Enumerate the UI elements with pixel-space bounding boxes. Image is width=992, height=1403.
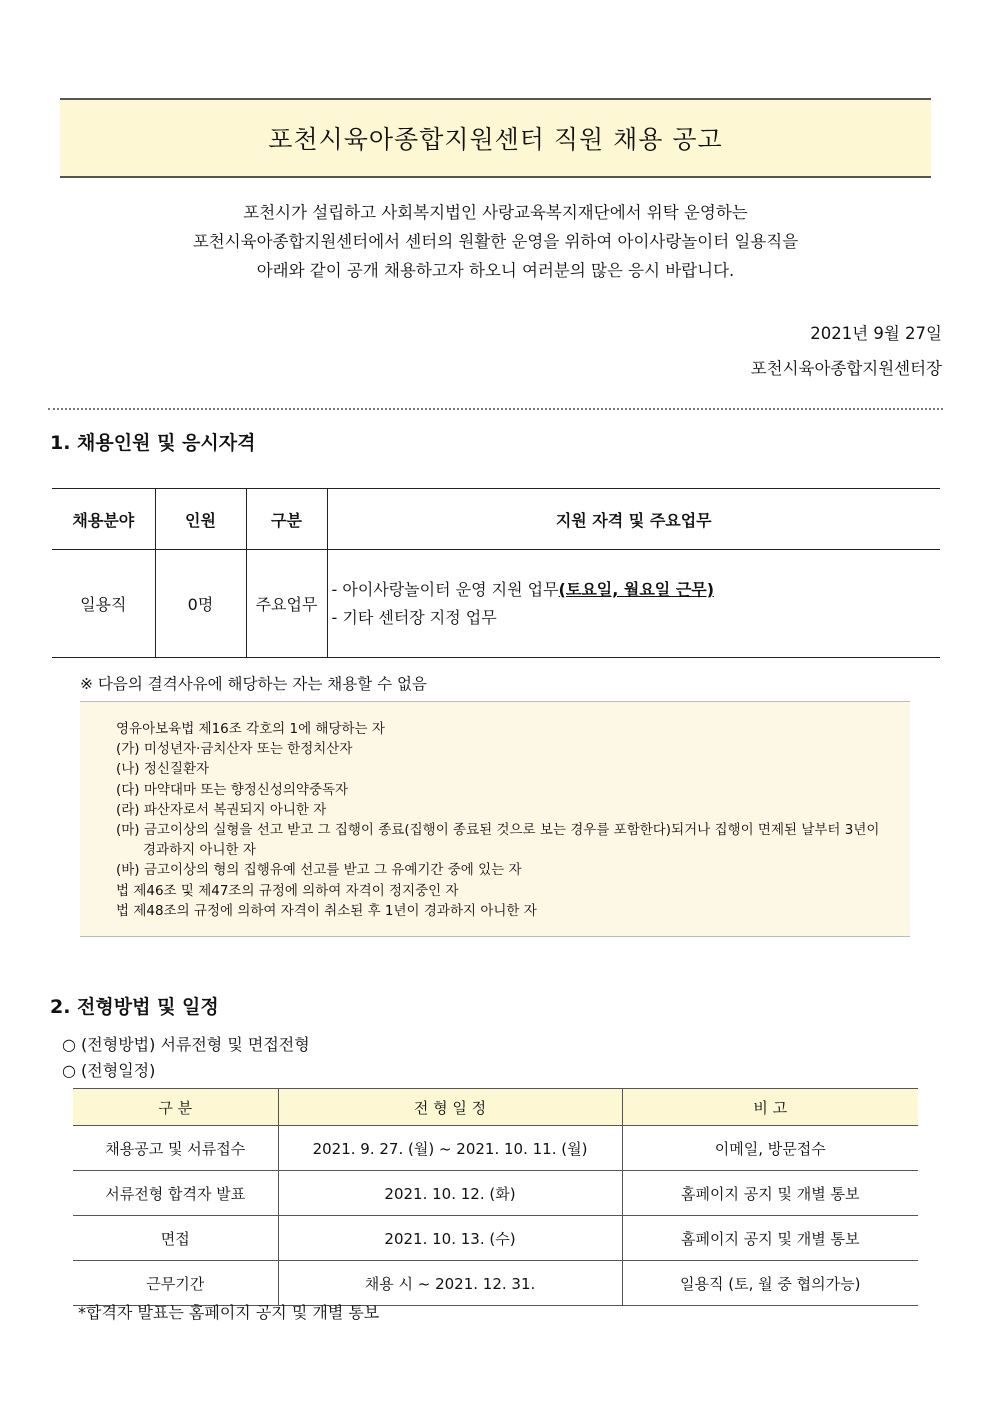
duty-line-2: - 기타 센터장 지정 업무 [331,607,497,627]
row-division: 근무기간 [73,1261,278,1306]
cell-category: 주요업무 [246,550,327,658]
selection-schedule-label: ○ (전형일정) [62,1061,156,1080]
disq-item: (바) 금고이상의 형의 집행유예 선고를 받고 그 유예기간 중에 있는 자 [116,862,522,879]
page-title: 포천시육아종합지원센터 직원 채용 공고 [60,98,931,178]
disqualification-box [80,701,910,937]
table-row [73,1171,918,1216]
intro-line: 포천시가 설립하고 사회복지법인 사랑교육복지재단에서 위탁 운영하는 [243,203,748,222]
cell-duties [327,550,940,658]
row-schedule: 2021. 10. 12. (화) [278,1171,622,1216]
disq-item: (라) 파산자로서 복권되지 아니한 자 [116,801,327,818]
disqualification-note: ※ 다음의 결격사유에 해당하는 자는 채용할 수 없음 [80,675,427,693]
header-count: 인원 [155,489,246,550]
row-division: 서류전형 합격자 발표 [73,1171,278,1216]
recruitment-table [52,488,940,658]
selection-method: ○ (전형방법) 서류전형 및 면접전형 [62,1035,310,1054]
header-division: 구 분 [73,1089,278,1126]
row-division: 면접 [73,1216,278,1261]
header-remarks: 비 고 [622,1089,918,1126]
cell-field: 일용직 [80,595,127,614]
duty-line-1 [332,576,940,604]
section1-title: 1. 채용인원 및 응시자격 [50,432,256,454]
intro-line: 아래와 같이 공개 채용하고자 하오니 여러분의 많은 응시 바랍니다. [256,261,735,280]
divider [48,408,943,410]
header-schedule: 전 형 일 정 [278,1089,622,1126]
header-category: 구분 [246,489,327,550]
row-remarks: 홈페이지 공지 및 개별 통보 [622,1216,918,1261]
intro-paragraph [60,198,931,285]
disq-item: (다) 마약대마 또는 향정신성의약중독자 [116,781,349,798]
cell-count: 0명 [155,550,246,658]
table-row [73,1216,918,1261]
disq-item: 영유아보육법 제16조 각호의 1에 해당하는 자 [116,721,385,737]
schedule-table [73,1088,918,1306]
header-field: 채용분야 [52,489,155,550]
row-remarks: 홈페이지 공지 및 개별 통보 [622,1171,918,1216]
table-row [73,1126,918,1171]
disq-item: (나) 정신질환자 [116,761,210,778]
duty-1-text: - 아이사랑놀이터 운영 지원 업무 [331,579,559,599]
row-remarks: 이메일, 방문접수 [622,1126,918,1171]
row-remarks: 일용직 (토, 월 중 협의가능) [622,1261,918,1306]
row-schedule: 2021. 9. 27. (월) ~ 2021. 10. 11. (월) [278,1126,622,1171]
issuer: 포천시육아종합지원센터장 [750,359,942,378]
section2-title: 2. 전형방법 및 일정 [50,996,219,1018]
table-row [73,1261,918,1306]
duty-1-schedule: (토요일, 월요일 근무) [558,579,715,599]
row-schedule: 채용 시 ~ 2021. 12. 31. [278,1261,622,1306]
row-schedule: 2021. 10. 13. (수) [278,1216,622,1261]
intro-line: 포천시육아종합지원센터에서 센터의 원활한 운영을 위하여 아이사랑놀이터 일용직을 [192,232,799,251]
announcement-date: 2021년 9월 27일 [810,324,942,343]
disq-item: (가) 미성년자·금치산자 또는 한정치산자 [116,741,353,758]
disq-item: 경과하지 아니한 자 [143,842,256,859]
disq-item: 법 제46조 및 제47조의 규정에 의하여 자격이 정지중인 자 [116,882,459,899]
header-duties: 지원 자격 및 주요업무 [327,489,940,550]
disq-item: 법 제48조의 규정에 의하여 자격이 취소된 후 1년이 경과하지 아니한 자 [116,902,537,919]
row-division: 채용공고 및 서류접수 [73,1126,278,1171]
footnote: *합격자 발표는 홈페이지 공지 및 개별 통보 [78,1303,380,1322]
disq-item: (마) 금고이상의 실형을 선고 받고 그 집행이 종료(집행이 종료된 것으로 보는 경우를 포함한다)되거나 집행이 면제된 날부터 3년이 [116,822,880,839]
